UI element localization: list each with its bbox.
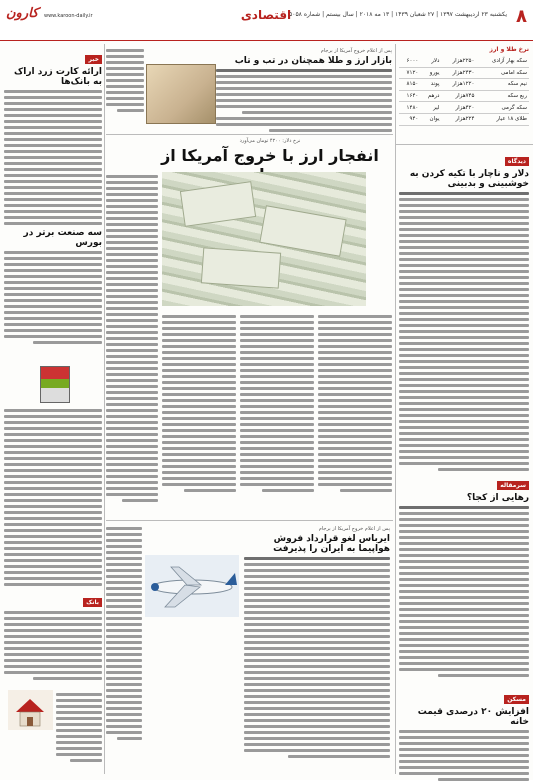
rates-row [399, 67, 529, 79]
house-photo [8, 690, 53, 730]
opinion-article [399, 472, 529, 682]
rates-table [399, 56, 529, 126]
rates-heading: نرخ طلا و ارز [489, 46, 529, 53]
website-url: www.karoon-daily.ir [44, 13, 93, 19]
rates-box [399, 46, 529, 142]
row-divider [106, 134, 393, 135]
rates-row [399, 102, 529, 114]
airbus-article [244, 524, 390, 774]
rates-cell: ۸۱۵۰ [399, 79, 420, 91]
airplane-photo [145, 555, 239, 617]
date-line: یکشنبه ۲۳ اردیبهشت ۱۳۹۷ | ۲۷ شعبان ۱۴۳۹ | ۱۳ مه ۲۰۱۸ | سال بیستم | شماره ۵۰۵۸ [289, 11, 507, 18]
dollar-banknotes-photo [162, 172, 366, 306]
rates-row [399, 56, 529, 67]
masthead [0, 0, 533, 41]
rates-cell: ۷۴۵هزار [441, 90, 476, 102]
left-article-lower [4, 406, 102, 686]
rates-cell: یورو [420, 67, 441, 79]
rates-cell: ۶۰۰۰ [399, 56, 420, 67]
main-kicker: نرخ دلار: ۴۲۰۰ تومان می‌آورد [239, 138, 301, 144]
left-tag: خبر [85, 55, 102, 64]
main-article-body [162, 312, 392, 514]
bottom-left-article [56, 690, 102, 774]
rates-cell: سکه گرمی [476, 102, 529, 114]
opinion-headline: رهایی از کجا؟ [466, 493, 529, 503]
rates-cell: ۱۶۴۰ [399, 90, 420, 102]
main-article-left [106, 172, 158, 512]
house-article [399, 686, 529, 776]
rates-cell: ۲۲۴هزار [441, 113, 476, 125]
rates-cell: ۱۲۲۰هزار [441, 79, 476, 91]
rates-cell: ۹۴۰ [399, 113, 420, 125]
left-headline: ارائه کارت زرد اراک به بانک‌ها [14, 67, 102, 87]
section-title: اقتصادی [240, 8, 292, 22]
rates-cell: ربع سکه [476, 90, 529, 102]
rates-row [399, 90, 529, 102]
row-divider [106, 520, 393, 521]
house-tag: مسکن [504, 695, 529, 704]
airbus-article-left [106, 524, 142, 774]
rates-cell: ۲۲۵۰هزار [441, 56, 476, 67]
bank-tag: بانک [83, 598, 102, 607]
rates-cell: دلار [420, 56, 441, 67]
rates-cell: سکه امامی [476, 67, 529, 79]
rates-cell: یوان [420, 113, 441, 125]
rates-cell: ۱۴۸۰ [399, 102, 420, 114]
rates-cell: درهم [420, 90, 441, 102]
rates-cell: طلای ۱۸ عیار [476, 113, 529, 125]
top-article-cont [106, 46, 144, 132]
right-article [399, 148, 529, 470]
rates-cell: ۷۱۲۰ [399, 67, 420, 79]
rates-cell: نیم سکه [476, 79, 529, 91]
left-subhead: سه صنعت برتر در بورس [23, 228, 102, 248]
rates-row [399, 113, 529, 125]
right-tag: دیدگاه [505, 157, 529, 166]
top-article [216, 46, 392, 132]
rates-cell: سکه بهار آزادی [476, 56, 529, 67]
top-headline: بازار ارز و طلا همچنان در تب و تاب [234, 56, 392, 66]
top-kicker: پس از اعلام خروج آمریکا از برجام [320, 48, 392, 54]
column-divider [104, 44, 105, 774]
rates-cell: ۴۲۰هزار [441, 102, 476, 114]
rates-cell: پوند [420, 79, 441, 91]
page-number: ۸ [516, 6, 527, 27]
main-lead [150, 136, 390, 166]
market-thumbnail-photo [40, 366, 70, 403]
plane-kicker: پس از اعلام خروج آمریکا از برجام [318, 526, 390, 532]
right-headline: دلار و ناچار با تکیه کردن به خوشبینی و بدبینی [409, 169, 529, 189]
rates-row [399, 79, 529, 91]
rates-cell: لیر [420, 102, 441, 114]
euro-banknote-photo [146, 64, 216, 124]
main-headline: انفجار ارز با خروج آمریکا از [161, 146, 379, 165]
plane-headline: ایرباس لغو قرارداد فروش هواپیما به ایران را پذیرفت [273, 534, 390, 554]
rates-cell: ۲۴۳۰هزار [441, 67, 476, 79]
newspaper-logo: کارون [6, 6, 39, 21]
opinion-tag: سرمقاله [497, 481, 529, 490]
column-divider [395, 44, 396, 774]
row-divider [395, 144, 533, 145]
house-headline: افزایش ۲۰ درصدی قیمت خانه [417, 707, 529, 727]
left-article [4, 46, 102, 366]
